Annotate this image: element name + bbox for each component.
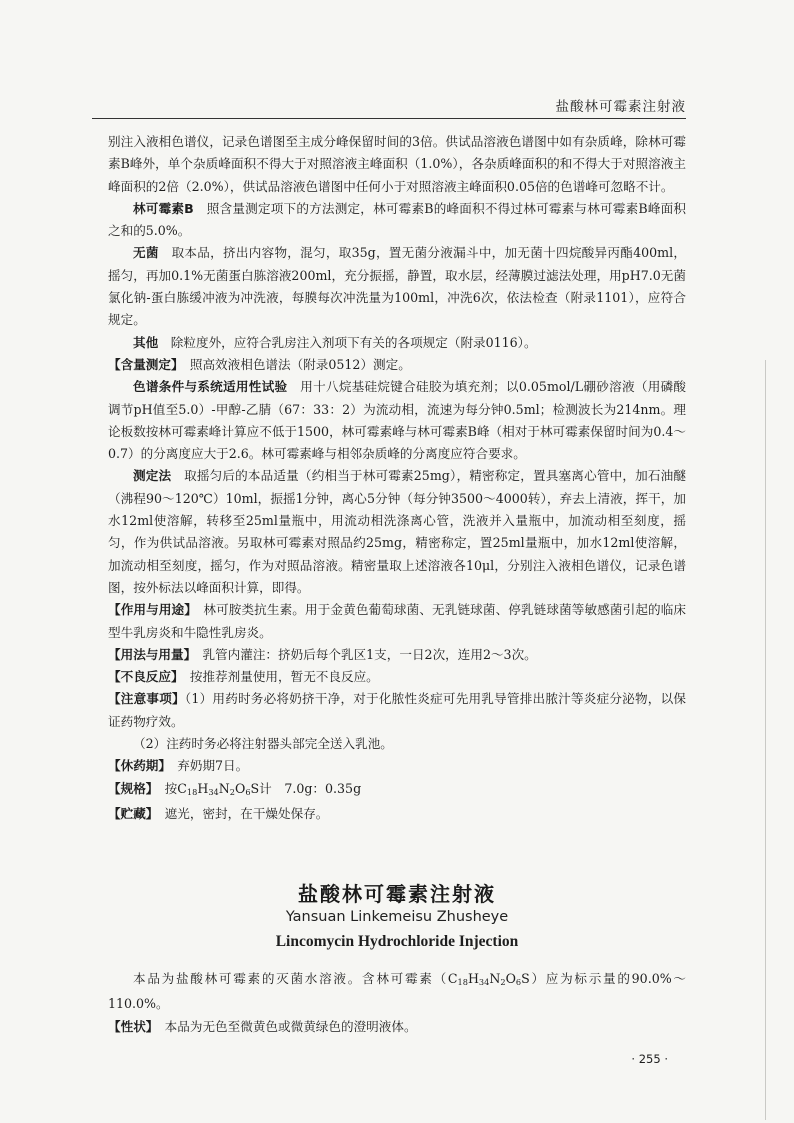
body-text (108, 131, 686, 825)
term-lincomycin-b: 林可霉素B (133, 200, 194, 216)
spec-sub-n: 2 (229, 786, 235, 797)
action-text: 林可胺类抗生素。用于金黄色葡萄球菌、无乳链球菌、停乳链球菌等敏感菌引起的临床型牛乳房炎和牛隐性乳房炎。 (108, 602, 687, 640)
notes-item-2: （2）注药时务必将注射器头部完全送入乳池。 (133, 736, 393, 752)
paragraph-procedure (108, 465, 686, 599)
intro-h: H (467, 971, 479, 986)
sterility-text: 取本品，挤出内容物，混匀，取35g，置无菌分液漏斗中，加无菌十四烷酸异丙酯400ml，摇匀，再加0.1%无菌蛋白胨溶液200ml，充分振摇，静置，取水层，经薄膜过滤法处理，用pH7.0无菌氯化钠-蛋白胨缓冲液为冲洗液，每膜每次冲洗量为100ml，冲洗6次，依法检查（附录1101），应符合规定。 (108, 245, 686, 328)
label-notes: 【注意事项】 (108, 691, 185, 707)
spec-suffix: S计 7.0g：0.35g (250, 780, 362, 796)
procedure-text: 取摇匀后的本品适量（约相当于林可霉素25mg），精密称定，置具塞离心管中，加石油醚（沸程90～120℃）10ml，振摇1分钟，离心5分钟（每分钟3500～4000转），弃去上清液，挥干，加水12ml使溶解，转移至25ml量瓶中，用流动相洗涤离心管，洗液并入量瓶中，加流动相至刻度，摇匀，作为供试品溶液。另取林可霉素对照品约25mg，精密称定，置25ml量瓶中，加水12ml使溶解，加流动相至刻度，摇匀，作为对照品溶液。精密量取上述溶液各10μl，分别注入液相色谱仪，记录色谱图，按外标法以峰面积计算，即得。 (108, 468, 687, 595)
page-edge-line (765, 360, 766, 1120)
label-withdrawal: 【休药期】 (108, 758, 165, 774)
chromatography-text: 用十八烷基硅烷键合硅胶为填充剂；以0.05mol/L硼砂溶液（用磷酸调节pH值至5.0）-甲醇-乙腈（67：33：2）为流动相，流速为每分钟0.5ml；检测波长为214nm。理论板数按林可霉素峰计算应不低于1500，林可霉素峰与林可霉素B峰（相对于林可霉素保留时间为0.4～0.7）的分离度应大于2.6。林可霉素峰与相邻杂质峰的分离度应符合要求。 (108, 379, 687, 462)
label-dosage: 【用法与用量】 (108, 646, 190, 662)
paragraph-related-substances: 别注入液相色谱仪，记录色谱图至主成分峰保留时间的3倍。供试品溶液色谱图中如有杂质峰，除林可霉素B峰外，单个杂质峰面积不得大于对照溶液主峰面积（1.0%），各杂质峰面积的和不得大于对照溶液主峰面积的2倍（2.0%），供试品溶液色谱图中任何小于对照溶液主峰面积0.05倍的色谱峰可忽略不计。 (108, 134, 686, 194)
label-adverse: 【不良反应】 (108, 669, 178, 685)
paragraph-lincomycin-b (108, 198, 686, 243)
term-procedure: 测定法 (133, 468, 172, 484)
spec-prefix: 按C (164, 780, 187, 796)
intro-sub-o: 6 (515, 977, 522, 988)
intro-sub-c: 18 (457, 977, 468, 988)
assay-text: 照高效液相色谱法（附录0512）测定。 (189, 356, 411, 372)
spec-o: O (234, 780, 246, 796)
header-rule (92, 118, 686, 119)
term-chromatography: 色谱条件与系统适用性试验 (133, 379, 288, 395)
adverse-text: 按推荐剂量使用，暂无不良反应。 (189, 669, 379, 685)
spec-formula (165, 781, 361, 796)
paragraph-chromatography (108, 376, 686, 465)
intro-text-a: 本品为盐酸林可霉素的灭菌水溶液。含林可霉素（C (133, 971, 458, 986)
paragraph-other (108, 332, 686, 354)
running-header: 盐酸林可霉素注射液 (555, 99, 686, 115)
intro-sub-h: 34 (478, 977, 490, 988)
spec-sub-c: 18 (186, 786, 198, 797)
section-notes (108, 688, 686, 733)
withdrawal-text: 弃奶期7日。 (177, 758, 249, 774)
section-dosage (108, 644, 686, 666)
storage-text: 遮光，密封，在干燥处保存。 (164, 805, 329, 821)
monograph-title: 盐酸林可霉素注射液 (298, 882, 496, 906)
intro-o: O (505, 971, 516, 986)
section-spec (108, 778, 686, 803)
monograph-pinyin: Yansuan Linkemeisu Zhusheye (285, 909, 509, 925)
section-assay (108, 354, 686, 376)
label-characteristics: 【性状】 (108, 1018, 153, 1034)
section-action (108, 599, 686, 644)
paragraph-sterility (108, 242, 686, 331)
monograph-intro (108, 968, 686, 1016)
notes-text-1: （1）用药时务必将奶挤干净，对于化脓性炎症可先用乳导管排出脓汁等炎症分泌物，以保证药物疗效。 (108, 691, 687, 729)
page-number: · 255 · (631, 1052, 668, 1066)
spec-n: N (218, 780, 230, 796)
dosage-text: 乳管内灌注：挤奶后每个乳区1支，一日2次，连用2～3次。 (202, 646, 537, 662)
label-spec: 【规格】 (108, 780, 153, 796)
other-text: 除粒度外，应符合乳房注入剂项下有关的各项规定（附录0116）。 (170, 334, 537, 350)
section-storage (108, 803, 686, 825)
monograph-english-title: Lincomycin Hydrochloride Injection (275, 933, 519, 950)
spec-sub-h: 34 (208, 786, 219, 797)
section-adverse (108, 666, 686, 688)
label-storage: 【贮藏】 (108, 805, 153, 821)
term-sterility: 无菌 (133, 245, 159, 261)
section-withdrawal (108, 755, 686, 777)
label-assay: 【含量测定】 (108, 356, 178, 372)
term-other: 其他 (133, 334, 159, 350)
intro-sub-n: 2 (500, 977, 506, 988)
intro-n: N (489, 971, 501, 986)
section-characteristics (108, 1016, 686, 1038)
characteristics-text: 本品为无色至微黄色或微黄绿色的澄明液体。 (164, 1018, 417, 1034)
monograph-body (108, 968, 686, 1038)
spec-sub-o: 6 (245, 786, 251, 797)
spec-h: H (197, 780, 209, 796)
intro-text-b: S）应为标示量的90.0%～110.0%。 (108, 971, 686, 1012)
lincomycin-b-text: 照含量测定项下的方法测定，林可霉素B的峰面积不得过林可霉素与林可霉素B峰面积之和的5.0%。 (108, 200, 687, 239)
label-action: 【作用与用途】 (108, 602, 191, 618)
